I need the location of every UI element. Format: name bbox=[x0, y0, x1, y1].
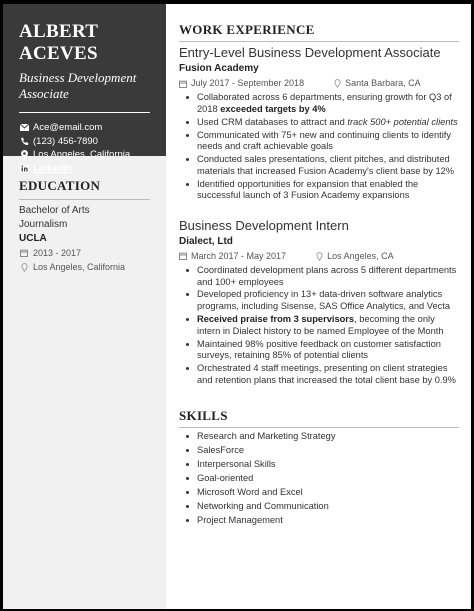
phone-text: (123) 456-7890 bbox=[33, 135, 98, 147]
job-location-text: Santa Barbara, CA bbox=[345, 78, 421, 88]
candidate-title bbox=[19, 70, 150, 102]
bullet-item: Coordinated development plans across 5 different departments and 100+ employees bbox=[179, 265, 459, 288]
bullet-item: Collaborated across 6 departments, ensuring growth for Q3 of 2018 exceeded targets by 4% bbox=[179, 92, 459, 115]
job-title: Entry-Level Business Development Associate bbox=[179, 45, 441, 60]
job-bullets bbox=[179, 265, 459, 387]
job-title: Business Development Intern bbox=[179, 217, 349, 233]
job-location bbox=[316, 250, 394, 263]
contact-phone bbox=[19, 135, 150, 149]
bullet-item: Conducted sales presentations, client pitches, and distributed materials that increased Fusion Academy's client base by 12% bbox=[179, 154, 459, 177]
education-location bbox=[19, 260, 150, 274]
linkedin-link[interactable]: LinkedIn bbox=[33, 162, 73, 174]
job-meta bbox=[179, 250, 459, 263]
education-dates-text: 2013 - 2017 bbox=[33, 248, 82, 258]
map-pin-icon bbox=[316, 252, 323, 261]
bullet-item: Used CRM databases to attract and track 500+ potential clients bbox=[179, 117, 459, 129]
education-divider bbox=[19, 199, 150, 200]
job-location-text: Los Angeles, CA bbox=[327, 250, 394, 261]
job-entry bbox=[179, 218, 459, 387]
skill-item: Research and Marketing Strategy bbox=[179, 431, 459, 443]
skills-section bbox=[179, 408, 459, 526]
job-bullets bbox=[179, 92, 459, 202]
skill-item: Networking and Communication bbox=[179, 501, 459, 513]
bullet-item: Received praise from 3 supervisors, becoming the only intern in Dialect history to be named Employee of the Month bbox=[179, 314, 459, 337]
job-meta bbox=[179, 77, 459, 90]
job-dates-text: March 2017 - May 2017 bbox=[191, 250, 287, 261]
degree-line-2: Journalism bbox=[19, 219, 68, 230]
calendar-icon bbox=[179, 80, 187, 88]
map-pin-icon bbox=[19, 150, 29, 160]
map-pin-icon bbox=[19, 263, 29, 272]
header-block bbox=[3, 4, 166, 174]
bullet-item: Maintained 98% positive feedback on customer satisfaction surveys, retaining 85% of potential clients bbox=[179, 339, 459, 362]
job-dates-text: July 2017 - September 2018 bbox=[191, 78, 305, 88]
education-section bbox=[3, 156, 166, 274]
skill-item: Interpersonal Skills bbox=[179, 459, 459, 471]
calendar-icon bbox=[179, 252, 187, 260]
job-dates bbox=[179, 77, 304, 90]
resume-page bbox=[3, 4, 471, 609]
main-column bbox=[166, 4, 471, 529]
bullet-item: Developed proficiency in 13+ data-driven software analytics programs, including Sisense, SAS Office Analytics, and Vecta bbox=[179, 289, 459, 312]
linkedin-icon bbox=[19, 164, 29, 173]
experience-divider bbox=[179, 41, 459, 42]
school-name: UCLA bbox=[19, 233, 47, 244]
job-dates bbox=[179, 250, 286, 263]
job-location bbox=[334, 77, 421, 90]
email-text: Ace@email.com bbox=[33, 122, 103, 133]
education-location-text: Los Angeles, California bbox=[33, 262, 126, 272]
calendar-icon bbox=[19, 249, 29, 257]
education-dates bbox=[19, 246, 150, 260]
envelope-icon bbox=[19, 124, 29, 131]
education-heading: EDUCATION bbox=[19, 178, 101, 193]
bullet-item: Communicated with 75+ new and continuing clients to identify needs and craft achievable goals bbox=[179, 130, 459, 153]
skill-item: Project Management bbox=[179, 515, 459, 527]
skills-list bbox=[179, 431, 459, 526]
title-line-2: Associate bbox=[19, 86, 69, 101]
contact-email bbox=[19, 121, 150, 135]
bullet-item: Identified opportunities for expansion that enabled the successful launch of 3 Fusion Academy expansions bbox=[179, 179, 459, 202]
bullet-item: Orchestrated 4 staff meetings, presenting on client strategies and retention plans that increased the total client base by 0.9% bbox=[179, 363, 459, 386]
location-text: Los Angeles, California bbox=[33, 149, 131, 160]
sidebar bbox=[3, 4, 166, 609]
company-name: Fusion Academy bbox=[179, 63, 259, 74]
job-entry bbox=[179, 45, 459, 202]
company-name: Dialect, Ltd bbox=[179, 235, 233, 247]
phone-icon bbox=[19, 137, 29, 146]
skills-heading: SKILLS bbox=[179, 408, 228, 424]
skill-item: Microsoft Word and Excel bbox=[179, 487, 459, 499]
degree-line-1: Bachelor of Arts bbox=[19, 205, 90, 216]
experience-heading: WORK EXPERIENCE bbox=[179, 22, 315, 37]
skill-item: Goal-oriented bbox=[179, 473, 459, 485]
skill-item: SalesForce bbox=[179, 445, 459, 457]
map-pin-icon bbox=[334, 79, 341, 88]
title-line-1: Business Development bbox=[19, 70, 137, 85]
skills-divider bbox=[179, 427, 459, 428]
header-divider bbox=[19, 112, 150, 113]
candidate-name: ALBERT ACEVES bbox=[19, 21, 98, 64]
